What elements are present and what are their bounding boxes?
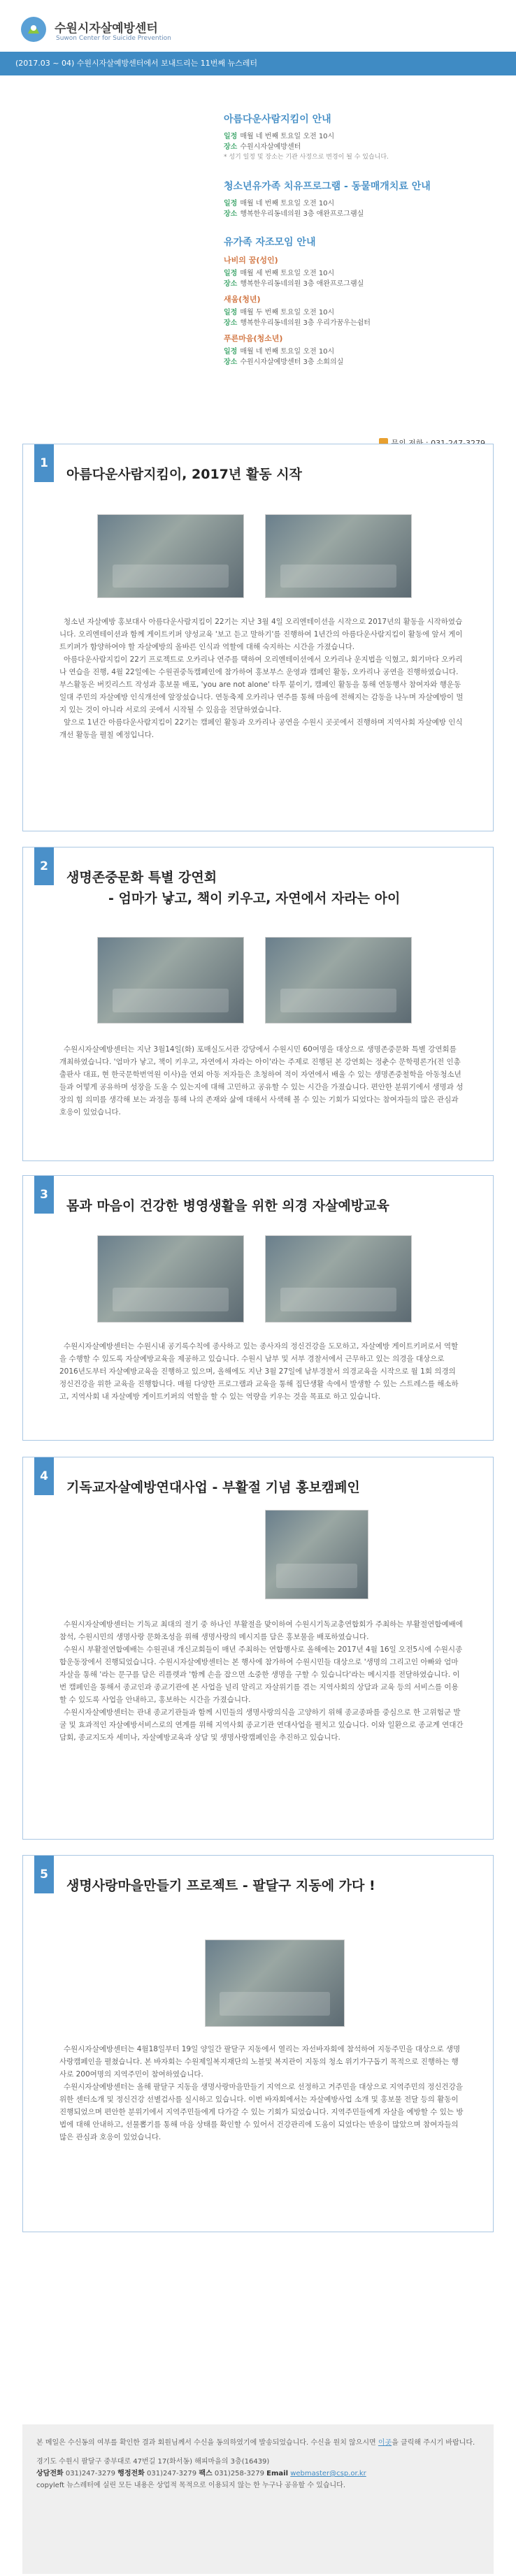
when-label: 일정 — [224, 200, 238, 208]
article-photo — [97, 937, 244, 1024]
article-paragraph: 청소년 자살예방 홍보대사 아름다운사람지킴이 22기는 지난 3월 4일 오리엔테이션을 시작으로 2017년의 활동을 시작하였습니다. 오리엔테이션과 함께 게이트키퍼 양성교육 '보고 듣고 말하기'를 진행하여 1년간의 아름다운사람지킴이 활동에 앞서 게이트키퍼가 함양하여야 할 자살예방의 올바른 인식과 역할에 대해 숙지하는 시간을 가졌습니다. — [59, 618, 463, 651]
where-label: 장소 — [224, 143, 238, 151]
article-title — [66, 867, 400, 909]
article-paragraph: 수원시 부활절연합예배는 수원권내 개신교회들이 매년 주최하는 연합행사로 올해에는 2017년 4월 16일 오전5시에 수원시종합운동장에서 진행되었습니다. 수원시자살예방센터는 본 행사에 참가하여 수원시민들 대상으로 '생명의 그리고인 아빠와 엄마 자살을 통해 '라는 문구를 담은 리플렛과 '함께 손을 잡으면 소중한 생명을 구할 수 있습니다'라는 메시지를 전달하였습니다. 이번 캠페인을 통해서 종교인과 종교기관에 본 사업을 널리 알리고 자살위기를 겪는 지역사회의 상담과 교육 등의 서비스를 이용할 수 있도록 사업을 안내하고, 홍보하는 시간을 가졌습니다. — [59, 1645, 463, 1704]
article-paragraph: 수원시자살예방센터는 올해 팔달구 지동을 생명사랑마을만들기 지역으로 선정하고 거주민을 대상으로 지역주민의 정신건강을 위한 센터소개 및 정신건강 선별검사를 실시하고 있습니다. 이번 바자회에서는 자살예방사업 소개 및 홍보물 전달 등의 활동이 진행되었으며 편안한 분위기에서 지역주민들에게 다가갈 수 있는 기회가 되었습니다. 지역주민들에게 자살을 예방할 수 있는 방법에 대해 안내하고, 선물뽑기를 통해 마음 상태를 확인할 수 있어서 건강관리에 도움이 되었다는 반응이 많았으며 참여자들의 많은 관심과 호응이 있었습니다. — [59, 2083, 464, 2141]
newsletter-header — [0, 0, 516, 52]
where-label: 장소 — [224, 210, 238, 218]
schedule-guardians — [224, 112, 475, 162]
article-1 — [22, 444, 494, 831]
article-photo — [265, 1235, 412, 1323]
when-label: 일정 — [224, 348, 238, 356]
article-photo — [97, 514, 244, 598]
notice-text: 본 메일은 수신동의 여부를 확인한 결과 회원님께서 수신을 동의하였기에 발송되었습니다. 수신을 원치 않으시면 — [36, 2439, 376, 2447]
article-3 — [22, 1175, 494, 1441]
article-photo — [265, 937, 412, 1024]
where-label: 장소 — [224, 280, 238, 288]
when-label: 일정 — [224, 270, 238, 277]
article-number: 1 — [34, 444, 54, 482]
footer-copyright: copyleft 뉴스레터에 실린 모든 내용은 상업적 목적으로 이용되지 않는 한 누구나 공유할 수 있습니다. — [36, 2482, 345, 2489]
article-body — [59, 1043, 465, 1119]
article-number: 2 — [34, 847, 54, 885]
when-value: 매월 네 번째 토요일 오전 10시 — [240, 348, 335, 356]
article-paragraph: 수원시자살예방센터는 기독교 최대의 절기 중 하나인 부활절을 맞이하여 수원시기독교총연합회가 주최하는 부활절연합예배에 참석, 수원시민의 생명사랑 문화조성을 위해 생명사랑의 메시지를 담은 홍보물을 배포하였습니다. — [59, 1620, 463, 1641]
article-title: 기독교자살예방연대사업 - 부활절 기념 홍보캠페인 — [66, 1480, 360, 1495]
article-5 — [22, 1855, 494, 2232]
schedule-note: * 성기 일정 및 장소는 기관 사정으로 변경이 될 수 있습니다. — [224, 154, 389, 161]
article-paragraph: 수원시자살예방센터는 수원시내 공기록수칙에 종사하고 있는 종사자의 정신건강을 도모하고, 자살예방 게이트키퍼로서 역할을 수행할 수 있도록 자살예방교육을 제공하고 있습니다. 수원시 남부 및 서부 경찰서에서 근무하고 있는 의경을 대상으로 2016년도부터 자살예방교육을 진행하고 있으며, 올해에도 지난 3월 27일에 남부경찰서 의경교육을 시작으로 월 1회 의경의 정신건강을 위한 교육을 진행합니다. 매월 다양한 프로그램과 교육을 통해 집단생활 속에서 발생할 수 있는 스트레스를 해소하고, 지역사회 내 자살예방 게이트키퍼의 역할을 할 수 있는 역량을 키우는 것을 목표로 하고 있습니다. — [59, 1342, 459, 1401]
schedule-self-help — [224, 235, 475, 368]
where-value: 행복한우리동네의원 3층 애완프로그램실 — [240, 210, 364, 218]
article-photo — [205, 1940, 345, 2027]
when-value: 매월 네 번째 토요일 오전 10시 — [240, 200, 335, 208]
notice-text-end: 을 클릭해 주시기 바랍니다. — [392, 2439, 475, 2447]
article-paragraph: 수원시자살예방센터는 지난 3월14일(화) 포매실도서관 강당에서 수원시민 60여명을 대상으로 생명존중문화 특별 강연회를 개최하였습니다. '엄마가 낳고, 책이 키우고, 자연에서 자라는 아이'라는 주제로 진행된 본 강연회는 정춘수 문학평론가(전 인총출판사 대표, 현 한국문학번역원 이사)을 연외 아동 저자들은 초청하여 적이 자연에서 배울 수 있는 생명존중철학을 아동청소년들과 어떻게 공유하며 성장을 도울 수 있는지에 대해 고민하고 공유할 수 있는 시간을 가졌습니다. 편안한 분위기에서 생명과 성장의 힘 의미를 생각해 보는 과정을 통해 나의 존재와 삶에 대해서 사색해 볼 수 있는 기회가 되었다는 참여자들의 많은 관심과 호응이 있었습니다. — [59, 1045, 464, 1116]
article-body — [59, 1618, 465, 1744]
when-label: 일정 — [224, 133, 238, 140]
article-paragraph: 수원시자살예방센터는 관내 종교기관들과 함께 시민들의 생명사랑의식을 고양하기 위해 종교종파를 중심으로 한 고위험군 발굴 및 효과적인 자살예방서비스로의 연계를 위해 지역사회 종교기관 연대사업을 펼치고 있습니다. 이와 일환으로 종교계 연대간담회, 종교지도자 세미나, 자살예방교육과 상담 및 생명사랑캠페인을 추진하고 있습니다. — [59, 1708, 464, 1742]
article-subtitle: - 엄마가 낳고, 책이 키우고, 자연에서 자라는 아이 — [108, 891, 401, 906]
counsel-phone-label: 상담전화 — [36, 2470, 64, 2477]
footer-contacts — [36, 2468, 480, 2480]
article-title: 몸과 마음이 건강한 병영생활을 위한 의경 자살예방교육 — [66, 1198, 389, 1214]
newsletter-banner: (2017.03 ~ 04) 수원시자살예방센터에서 보내드리는 11번째 뉴스레터 — [0, 52, 516, 75]
org-name: 수원시자살예방센터 — [55, 22, 158, 36]
article-number: 4 — [34, 1457, 54, 1495]
when-label: 일정 — [224, 309, 238, 316]
schedule-title: 유가족 자조모임 안내 — [224, 237, 316, 248]
admin-phone: 031)247-3279 — [146, 2470, 197, 2477]
where-label: 장소 — [224, 319, 238, 327]
group-name: 나비의 꿈(성인) — [224, 256, 278, 265]
where-value: 행복한우리동네의원 3층 애완프로그램실 — [240, 280, 364, 288]
article-2 — [22, 847, 494, 1161]
where-value: 수원시자살예방센터 — [240, 143, 301, 151]
article-paragraph: 아름다운사람지킴이 22기 프로젝트로 오카리나 연주를 택하여 오리엔테이션에서 오카리나 운지법을 익혔고, 회기마다 오카리나 연습을 진행, 4월 22일에는 수원권중독캠페인에 참가하여 홍보부스 운영과 캠페인 활동, 오카리나 공연을 진행하였습니다. 부스활동은 버킷리스트 작성과 홍보물 배포, 'you are not alone' 타투 붙이기, 캠페인 활동을 통해 연동행사 참여자와 행운동 일대 주민의 자살예방 인식개선에 앞장섰습니다. 연동축제 오카리나 연주를 통해 마음에 전해지는 감동을 나누며 자살예방이 멀지 있는 것이 아니라 서로의 곳에서 시작될 수 있음을 전달하였습니다. — [59, 655, 464, 714]
schedule-section — [0, 75, 516, 467]
unsubscribe-link[interactable]: 이곳 — [378, 2439, 392, 2447]
group-name: 푸른마음(청소년) — [224, 334, 283, 343]
article-number: 5 — [34, 1856, 54, 1893]
schedule-youth-therapy — [224, 179, 475, 219]
schedule-title: 아름다운사람지킴이 안내 — [224, 114, 331, 125]
org-logo-icon — [20, 15, 48, 43]
newsletter-footer — [22, 2424, 494, 2574]
unsubscribe-notice — [36, 2437, 480, 2449]
fax-label: 팩스 — [199, 2470, 213, 2477]
where-value: 행복한우리동네의원 3층 우리가꿈우는쉼터 — [240, 319, 371, 327]
article-number: 3 — [34, 1176, 54, 1214]
when-value: 매월 두 번째 토요일 오전 10시 — [240, 309, 335, 316]
org-name-en: Suwon Center for Suicide Prevention — [56, 35, 171, 42]
counsel-phone: 031)247-3279 — [65, 2470, 115, 2477]
article-body — [59, 616, 465, 741]
admin-phone-label: 행정전화 — [117, 2470, 145, 2477]
article-4 — [22, 1457, 494, 1840]
where-value: 수원시자살예방센터 3층 소회의실 — [240, 358, 344, 366]
schedule-title: 청소년유가족 치유프로그램 - 동물매개치료 안내 — [224, 181, 431, 192]
fax-number: 031)258-3279 — [214, 2470, 264, 2477]
footer-address: 경기도 수원시 팔달구 중부대로 47번길 17(화서동) 해피마을의 3층(16439) — [36, 2458, 270, 2466]
article-body — [59, 1340, 465, 1403]
article-paragraph: 수원시자살예방센터는 4월18일부터 19일 양일간 팔달구 지동에서 열리는 자선바자회에 참석하여 지동주민을 대상으로 생명사랑캠페인을 펼쳤습니다. 본 바자회는 수원제일복지재단의 노블및 복지관이 지동의 청소 위기가구돕기 목적으로 진행하는 행사로 200여명의 지역주민이 참여하였습니다. — [59, 2045, 461, 2079]
article-photo — [265, 514, 412, 598]
where-label: 장소 — [224, 358, 238, 366]
article-photo — [97, 1235, 244, 1323]
article-title-main: 생명존중문화 특별 강연회 — [66, 870, 217, 885]
email-link[interactable]: webmaster@csp.or.kr — [290, 2470, 366, 2477]
article-body — [59, 2043, 465, 2144]
email-label: Email — [266, 2470, 289, 2477]
group-name: 새움(청년) — [224, 295, 261, 304]
article-title: 생명사랑마을만들기 프로젝트 - 팔달구 지동에 가다 ! — [66, 1878, 375, 1893]
when-value: 매월 네 번째 토요일 오전 10시 — [240, 133, 335, 140]
article-paragraph: 앞으로 1년간 아름다운사람지킴이 22기는 캠페인 활동과 오카리나 공연을 수원시 곳곳에서 진행하며 지역사회 자살예방 인식개선 활동을 펼칠 예정입니다. — [59, 718, 463, 739]
article-title: 아름다운사람지킴이, 2017년 활동 시작 — [66, 467, 302, 482]
article-photo — [265, 1510, 368, 1599]
when-value: 매월 세 번째 토요일 오전 10시 — [240, 270, 335, 277]
